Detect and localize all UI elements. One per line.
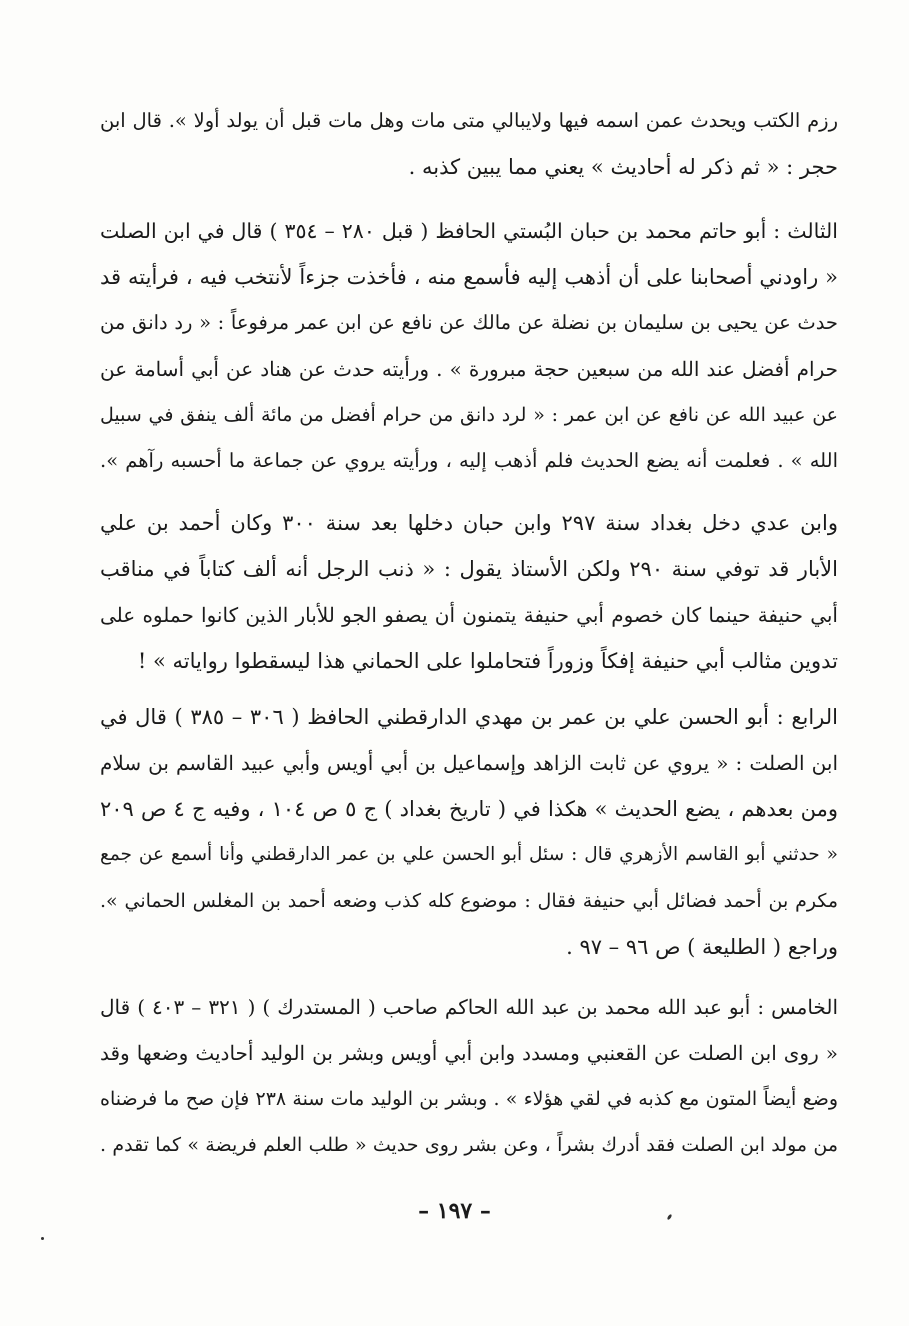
text-line: الثالث : أبو حاتم محمد بن حبان البُستي الحافظ ( قبل ٢٨٠ – ٣٥٤ ) قال في ابن الصلت	[100, 219, 838, 243]
text-line: الخامس : أبو عبد الله محمد بن عبد الله الحاكم صاحب ( المستدرك ) ( ٣٢١ – ٤٠٣ ) قال	[100, 995, 838, 1019]
paragraph-1	[100, 98, 838, 190]
text-line: « حدثني أبو القاسم الأزهري قال : سئل أبو الحسن علي بن عمر الدارقطني وأنا أسمع عن جمع	[100, 844, 838, 865]
text-line: وراجع ( الطليعة ) ص ٩٦ – ٩٧ .	[566, 935, 838, 959]
text-line: حرام أفضل عند الله من سبعين حجة مبرورة » . ورأيته حدث عن هناد عن أبي أسامة عن	[100, 357, 838, 381]
text-line: الرابع : أبو الحسن علي بن عمر بن مهدي الدارقطني الحافظ ( ٣٠٦ – ٣٨٥ ) قال في	[100, 705, 838, 729]
text-line: « روى ابن الصلت عن القعنبي ومسدد وابن أبي أويس وبشر بن الوليد أحاديث وضعها وقد	[100, 1041, 838, 1065]
text-line: وابن عدي دخل بغداد سنة ٢٩٧ وابن حبان دخلها بعد سنة ٣٠٠ وكان أحمد بن علي	[100, 511, 838, 535]
scan-speck	[41, 1237, 44, 1240]
paragraph-2	[100, 208, 838, 484]
paragraph-5	[100, 984, 838, 1168]
text-line: وضع أيضاً المتون مع كذبه في لقي هؤلاء » . وبشر بن الوليد مات سنة ٢٣٨ فإن صح ما فرضناه	[100, 1088, 838, 1110]
text-line: حدث عن يحيى بن سليمان بن نضلة عن مالك عن نافع عن ابن عمر مرفوعاً : « رد دانق من	[100, 311, 838, 334]
page-number: – ١٩٧ –	[418, 1198, 491, 1224]
text-line: أبي حنيفة حينما كان خصوم أبي حنيفة يتمنون أن يصفو الجو للأبار الذين كانوا حملوه على	[100, 603, 838, 627]
text-line: حجر : « ثم ذكر له أحاديث » يعني مما يبين كذبه .	[408, 155, 838, 179]
text-line: ابن الصلت : « يروي عن ثابت الزاهد وإسماعيل بن أبي أويس وأبي عبيد القاسم بن سلام	[100, 751, 838, 775]
text-line: عن عبيد الله عن نافع عن ابن عمر : « لرد دانق من حرام أفضل من مائة ألف ينفق في سبيل	[100, 404, 838, 426]
text-line: الله » . فعلمت أنه يضع الحديث فلم أذهب إليه ، ورأيته يروي عن جماعة ما أحسبه رآهم ».	[100, 449, 838, 472]
paragraph-3	[100, 500, 838, 684]
text-line: مكرم بن أحمد فضائل أبي حنيفة فقال : موضوع كله كذب وضعه أحمد بن المغلس الحماني ».	[100, 890, 838, 912]
text-line: من مولد ابن الصلت فقد أدرك بشراً ، وعن بشر روى حديث « طلب العلم فريضة » كما تقدم .	[100, 1134, 838, 1156]
paragraph-4	[100, 694, 838, 970]
text-line: رزم الكتب ويحدث عمن اسمه فيها ولايبالي متى مات وهل مات قبل أن يولد أولا ». قال ابن	[100, 109, 838, 132]
text-line: الأبار قد توفي سنة ٢٩٠ ولكن الأستاذ يقول : « ذنب الرجل أنه ألف كتاباً في مناقب	[100, 557, 838, 581]
text-line: تدوين مثالب أبي حنيفة إفكاً وزوراً فتحاملوا على الحماني هذا ليسقطوا رواياته » !	[137, 649, 838, 673]
text-line: « راودني أصحابنا على أن أذهب إليه فأسمع منه ، فأخذت جزءاً لأنتخب فيه ، فرأيته قد	[100, 265, 838, 289]
text-line: ومن بعدهم ، يضع الحديث » هكذا في ( تاريخ بغداد ) ج ٥ ص ١٠٤ ، وفيه ج ٤ ص ٢٠٩	[100, 797, 838, 821]
